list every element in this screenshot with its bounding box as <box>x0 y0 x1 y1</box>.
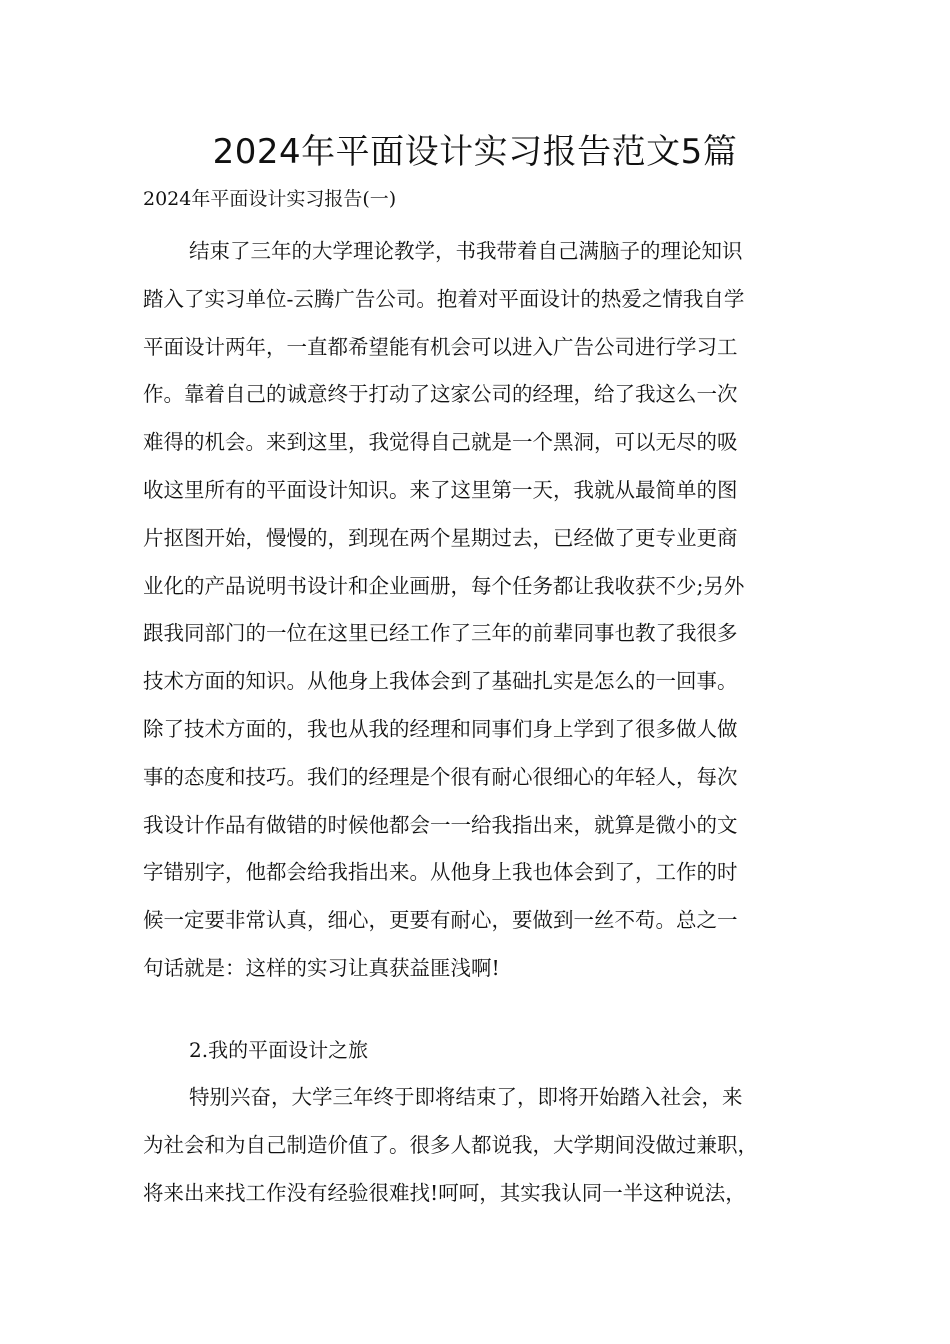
paragraph-line: 候一定要非常认真，细心，更要有耐心，要做到一丝不苟。总之一 <box>143 908 738 933</box>
paragraph-line: 我设计作品有做错的时候他都会一一给我指出来，就算是微小的文 <box>143 812 738 837</box>
document-subtitle: 2024年平面设计实习报告(一) <box>143 188 397 210</box>
paragraph-line: 难得的机会。来到这里，我觉得自己就是一个黑洞，可以无尽的吸 <box>143 430 738 455</box>
paragraph-line: 字错别字，他都会给我指出来。从他身上我也体会到了，工作的时 <box>143 860 738 885</box>
paragraph-line: 业化的产品说明书设计和企业画册，每个任务都让我收获不少;另外 <box>143 573 745 598</box>
paragraph-line: 将来出来找工作没有经验很难找!呵呵，其实我认同一半这种说法， <box>143 1180 746 1205</box>
paragraph-line: 平面设计两年，一直都希望能有机会可以进入广告公司进行学习工 <box>143 334 738 359</box>
paragraph-line: 除了技术方面的，我也从我的经理和同事们身上学到了很多做人做 <box>143 716 738 741</box>
paragraph-1 <box>143 228 808 993</box>
paragraph-line: 句话就是：这样的实习让真获益匪浅啊! <box>143 955 500 980</box>
paragraph-line: 片抠图开始，慢慢的，到现在两个星期过去，已经做了更专业更商 <box>143 525 738 550</box>
paragraph-line: 跟我同部门的一位在这里已经工作了三年的前辈同事也教了我很多 <box>143 621 738 646</box>
section-heading: 2.我的平面设计之旅 <box>189 1038 369 1062</box>
paragraph-line: 踏入了实习单位-云腾广告公司。抱着对平面设计的热爱之情我自学 <box>143 286 745 311</box>
paragraph-line: 收这里所有的平面设计知识。来了这里第一天，我就从最简单的图 <box>143 477 738 502</box>
paragraph-line: 为社会和为自己制造价值了。很多人都说我，大学期间没做过兼职， <box>143 1132 758 1157</box>
paragraph-2 <box>143 1074 808 1217</box>
document-title: 2024年平面设计实习报告范文5篇 <box>212 132 738 172</box>
paragraph-line: 作。靠着自己的诚意终于打动了这家公司的经理，给了我这么一次 <box>143 382 738 407</box>
paragraph-line: 事的态度和技巧。我们的经理是个很有耐心很细心的年轻人，每次 <box>143 764 738 789</box>
paragraph-line: 技术方面的知识。从他身上我体会到了基础扎实是怎么的一回事。 <box>143 669 738 694</box>
paragraph-line: 特别兴奋，大学三年终于即将结束了，即将开始踏入社会，来 <box>189 1085 743 1109</box>
paragraph-line: 结束了三年的大学理论教学，书我带着自己满脑子的理论知识 <box>189 239 743 263</box>
